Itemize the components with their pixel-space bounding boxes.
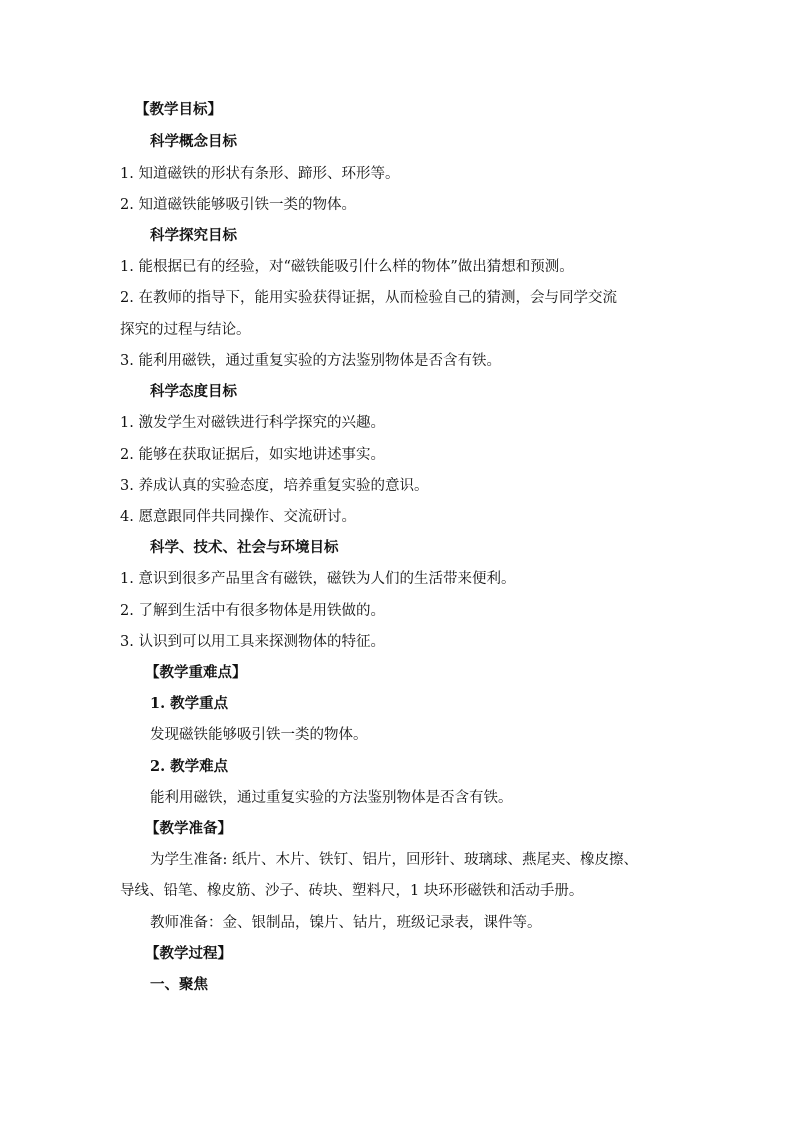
stse-item-1: 1. 意识到很多产品里含有磁铁，磁铁为人们的生活带来便利。 <box>120 571 516 587</box>
inquiry-item-2-cont: 探究的过程与结论。 <box>120 322 251 338</box>
stse-item-2: 2. 了解到生活中有很多物体是用铁做的。 <box>120 603 385 619</box>
step-focus: 一、聚焦 <box>150 976 208 993</box>
prep-student-line-1: 为学生准备: 纸片、木片、铁钉、铝片，回形针、玻璃球、燕尾夹、橡皮擦、 <box>150 852 638 868</box>
attitude-item-1: 1. 激发学生对磁铁进行科学探究的兴趣。 <box>120 415 385 431</box>
key-point-title: 1. 教学重点 <box>150 695 229 712</box>
concept-item-1: 1. 知道磁铁的形状有条形、蹄形、环形等。 <box>120 166 400 182</box>
subheading-inquiry-goals: 科学探究目标 <box>150 227 237 244</box>
subheading-stse-goals: 科学、技术、社会与环境目标 <box>150 539 339 556</box>
heading-key-difficult-points: 【教学重难点】 <box>145 664 247 681</box>
heading-teaching-process: 【教学过程】 <box>145 945 232 962</box>
heading-teaching-goals: 【教学目标】 <box>135 101 222 118</box>
inquiry-item-1: 1. 能根据已有的经验，对“磁铁能吸引什么样的物体”做出猜想和预测。 <box>120 259 574 275</box>
concept-item-2: 2. 知道磁铁能够吸引铁一类的物体。 <box>120 197 356 213</box>
difficult-point-title: 2. 教学难点 <box>150 758 229 775</box>
prep-student-line-2: 导线、铅笔、橡皮筋、沙子、砖块、塑料尺，1 块环形磁铁和活动手册。 <box>120 883 584 899</box>
prep-teacher: 教师准备：金、银制品，镍片、钴片，班级记录表，课件等。 <box>150 915 542 931</box>
subheading-attitude-goals: 科学态度目标 <box>150 383 237 400</box>
attitude-item-2: 2. 能够在获取证据后，如实地讲述事实。 <box>120 447 385 463</box>
inquiry-item-3: 3. 能利用磁铁，通过重复实验的方法鉴别物体是否含有铁。 <box>120 353 501 369</box>
key-point-text: 发现磁铁能够吸引铁一类的物体。 <box>150 727 368 743</box>
attitude-item-3: 3. 养成认真的实验态度，培养重复实验的意识。 <box>120 478 429 494</box>
subheading-concept-goals: 科学概念目标 <box>150 133 237 150</box>
attitude-item-4: 4. 愿意跟同伴共同操作、交流研讨。 <box>120 509 356 525</box>
heading-teaching-preparation: 【教学准备】 <box>145 820 232 837</box>
difficult-point-text: 能利用磁铁，通过重复实验的方法鉴别物体是否含有铁。 <box>150 790 513 806</box>
inquiry-item-2: 2. 在教师的指导下，能用实验获得证据，从而检验自己的猜测，会与同学交流 <box>120 290 617 306</box>
stse-item-3: 3. 认识到可以用工具来探测物体的特征。 <box>120 634 385 650</box>
